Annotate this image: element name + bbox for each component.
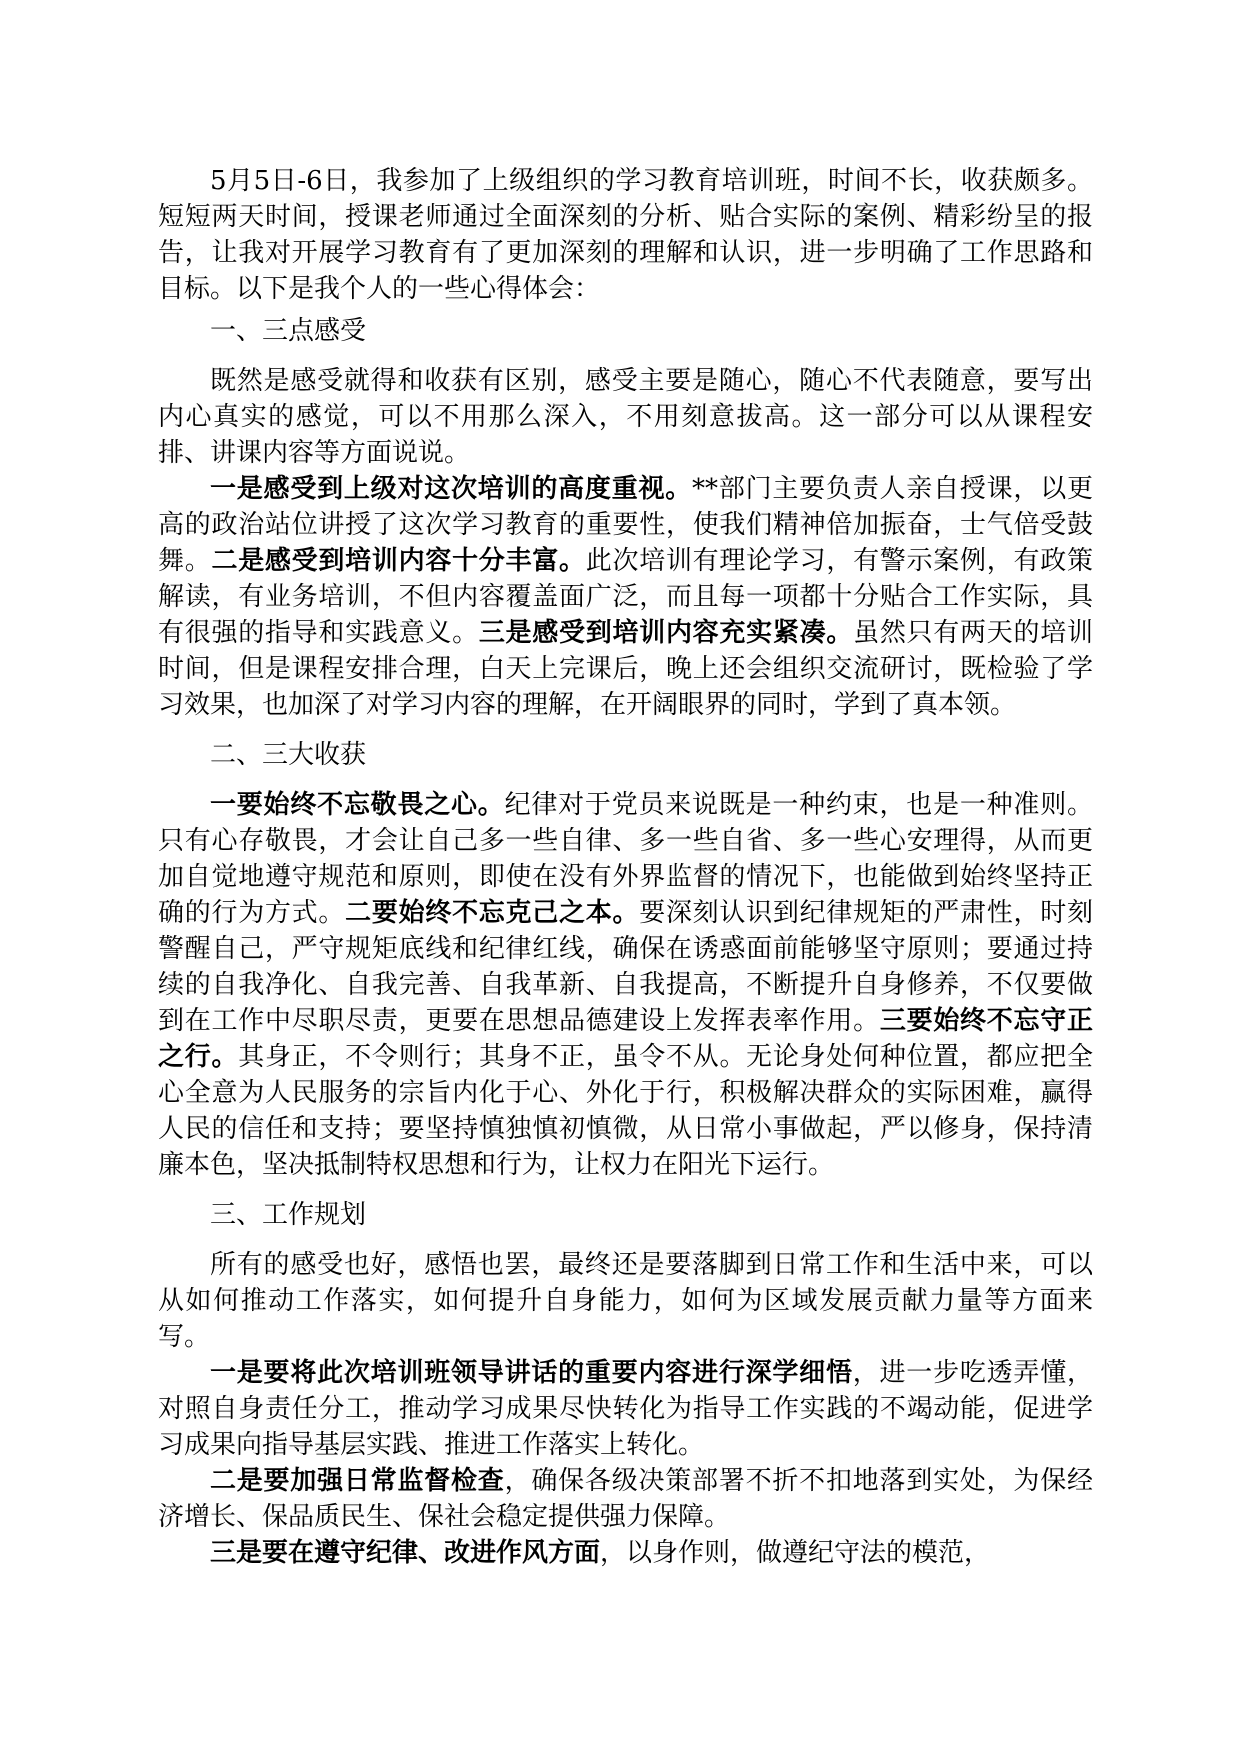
- bold-phrase: 一要始终不忘敬畏之心。: [210, 790, 505, 820]
- body-text: ，以身作则，做遵纪守法的模范，: [600, 1538, 991, 1568]
- bold-phrase: 三是要在遵守纪律、改进作风方面: [210, 1538, 601, 1568]
- feelings-paragraph-1: 既然是感受就得和收获有区别，感受主要是随心，随心不代表随意，要写出内心真实的感觉，可以不用那么深入，不用刻意拔高。这一部分可以从课程安排、讲课内容等方面说说。: [158, 366, 1093, 468]
- plan-paragraph-1: 所有的感受也好，感悟也罢，最终还是要落脚到日常工作和生活中来，可以从如何推动工作落实，如何提升自身能力，如何为区域发展贡献力量等方面来写。: [158, 1250, 1093, 1352]
- section-heading-plan: 三、工作规划: [210, 1200, 367, 1230]
- bold-phrase: 一是感受到上级对这次培训的高度重视。: [210, 474, 693, 504]
- plan-paragraph-2: [158, 1355, 1093, 1463]
- body-text: ，进一步吃透弄懂，对照自身责任分工，推动学习成果尽快转化为指导工作实践的不竭动能，促进学习成果向指导基层实践、推进工作落实上转化。: [158, 1358, 1093, 1460]
- body-text: ，确保各级决策部署不折不扣地落到实处，为保经济增长、保品质民生、保社会稳定提供强力保障。: [158, 1466, 1093, 1532]
- body-text: 要深刻认识到纪律规矩的严肃性，时刻警醒自己，严守规矩底线和纪律红线，确保在诱惑面前能够坚守原则；要通过持续的自我净化、自我完善、自我革新、自我提高，不断提升自身修养，不仅要做到在工作中尽职尽责，更要在思想品德建设上发挥表率作用。: [158, 898, 1093, 1036]
- bold-phrase: 三是感受到培训内容充实紧凑。: [478, 618, 854, 648]
- bold-phrase: 二是要加强日常监督检查: [210, 1466, 505, 1496]
- bold-phrase: 一是要将此次培训班领导讲话的重要内容进行深学细悟: [210, 1358, 853, 1388]
- feelings-paragraph-2: [158, 471, 1093, 723]
- gains-paragraph: [158, 787, 1093, 1183]
- body-text: 此次培训有理论学习，有警示案例，有政策解读，有业务培训，不但内容覆盖面广泛，而且每一项都十分贴合工作实际，具有很强的指导和实践意义。: [158, 546, 1093, 648]
- body-text: 其身正，不令则行；其身不正，虽令不从。无论身处何种位置，都应把全心全意为人民服务的宗旨内化于心、外化于行，积极解决群众的实际困难，赢得人民的信任和支持；要坚持慎独慎初慎微，从日常小事做起，严以修身，保持清廉本色，坚决抵制特权思想和行为，让权力在阳光下运行。: [158, 1042, 1093, 1180]
- section-heading-feelings: 一、三点感受: [210, 316, 367, 346]
- body-text: 虽然只有两天的培训时间，但是课程安排合理，白天上完课后，晚上还会组织交流研讨，既检验了学习效果，也加深了对学习内容的理解，在开阔眼界的同时，学到了真本领。: [158, 618, 1093, 720]
- bold-phrase: 二是感受到培训内容十分丰富。: [211, 546, 586, 576]
- intro-paragraph: 5月5日-6日，我参加了上级组织的学习教育培训班，时间不长，收获颇多。短短两天时间，授课老师通过全面深刻的分析、贴合实际的案例、精彩纷呈的报告，让我对开展学习教育有了更加深刻的理解和认识，进一步明确了工作思路和目标。以下是我个人的一些心得体会：: [158, 166, 1093, 304]
- body-text: 纪律对于党员来说既是一种约束，也是一种准则。只有心存敬畏，才会让自己多一些自律、多一些自省、多一些心安理得，从而更加自觉地遵守规范和原则，即使在没有外界监督的情况下，也能做到始终坚持正确的行为方式。: [158, 790, 1093, 928]
- bold-phrase: 二要始终不忘克己之本。: [345, 898, 640, 928]
- document-body: [158, 163, 1093, 1571]
- body-text: **部门主要负责人亲自授课，以更高的政治站位讲授了这次学习教育的重要性，使我们精神倍加振奋，士气倍受鼓舞。: [158, 474, 1093, 576]
- plan-paragraph-4: [158, 1535, 1093, 1571]
- bold-phrase: 三要始终不忘守正之行。: [158, 1006, 1093, 1072]
- plan-paragraph-3: [158, 1463, 1093, 1535]
- section-heading-gains: 二、三大收获: [210, 740, 367, 770]
